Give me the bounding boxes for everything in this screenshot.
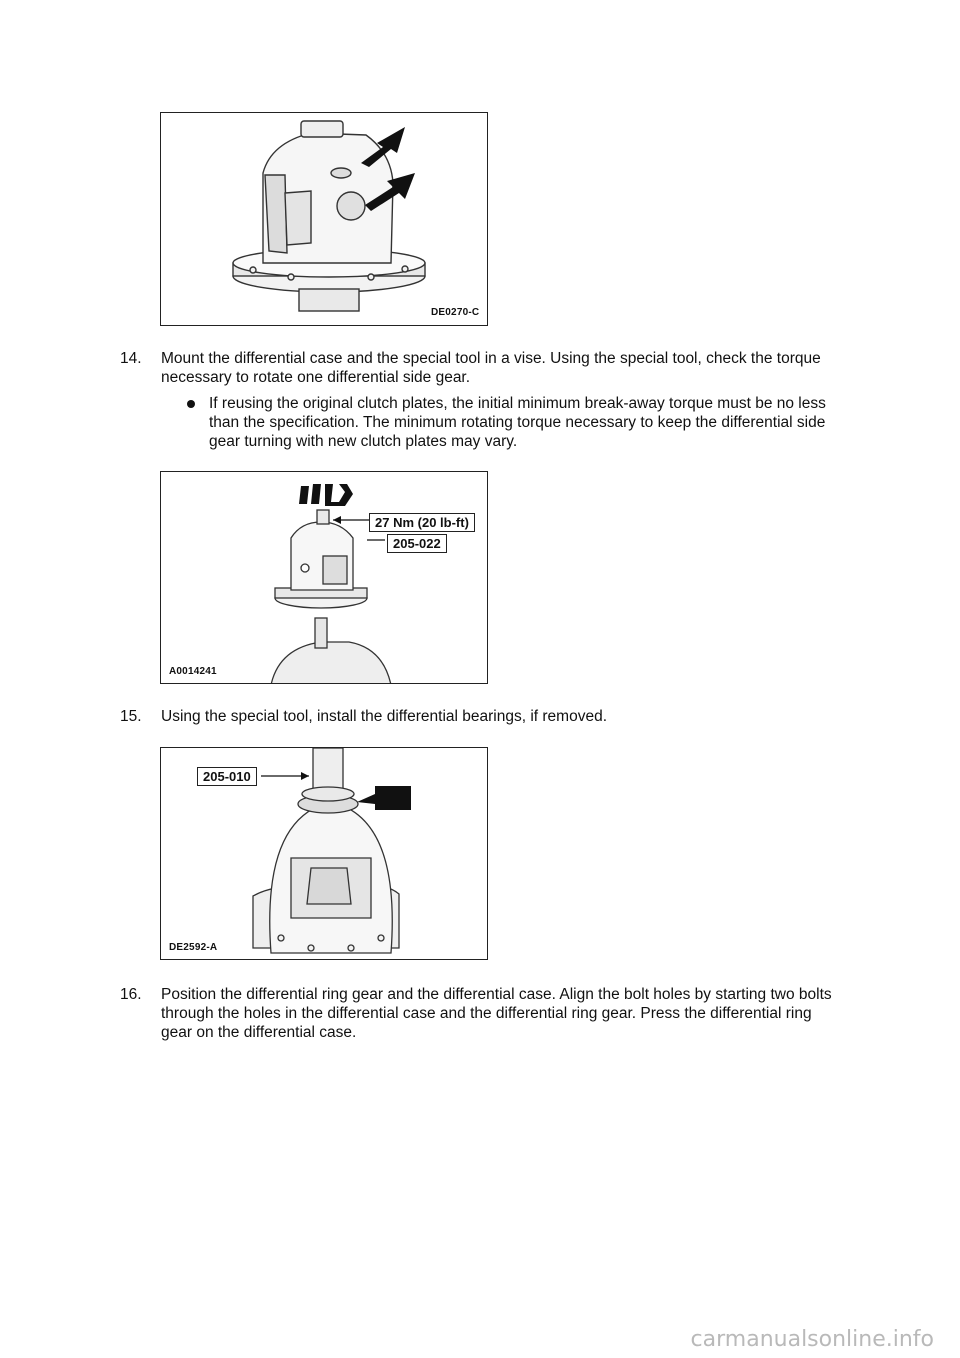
step-16 [120,985,840,1045]
step-15 [120,707,840,727]
bullet-dot-icon [187,400,195,408]
step-text: Position the differential ring gear and the differential case. Align the bolt holes by starting two bolts through the holes in the differential case and the differential ring gear. Press the differential ring gear on the differential case. [161,986,832,1041]
step-text: Using the special tool, install the differential bearings, if removed. [161,708,608,725]
step-text: Mount the differential case and the special tool in a vise. Using the special tool, check the torque necessary to rotate one differential side gear. [161,350,821,386]
step-number: 14. [120,350,142,367]
figure-differential-case [160,112,488,326]
special-tool-callout: 205-022 [387,534,447,553]
step-number: 16. [120,986,142,1003]
step-14 [120,349,840,389]
rotation-arrow-icon [299,484,353,506]
step-number: 15. [120,708,142,725]
note-text: If reusing the original clutch plates, the initial minimum break-away torque must be no less than the specification. The minimum rotating torque necessary to keep the differential side gear turning with new clutch plates may vary. [209,395,826,450]
differential-case-drawing [161,113,488,326]
figure-id-label: DE0270-C [431,307,480,318]
figure-id-label: DE2592-A [169,942,218,953]
special-tool-callout: 205-010 [197,767,257,786]
figure-id-label: A0014241 [169,666,217,677]
callout-arrow-icon [357,786,411,810]
figure-bearing-install [160,747,488,960]
site-watermark: carmanualsonline.info [690,1327,934,1352]
step-14-note [187,394,837,454]
torque-spec-callout: 27 Nm (20 lb-ft) [369,513,475,532]
torque-check-drawing [161,472,488,684]
figure-torque-check [160,471,488,684]
